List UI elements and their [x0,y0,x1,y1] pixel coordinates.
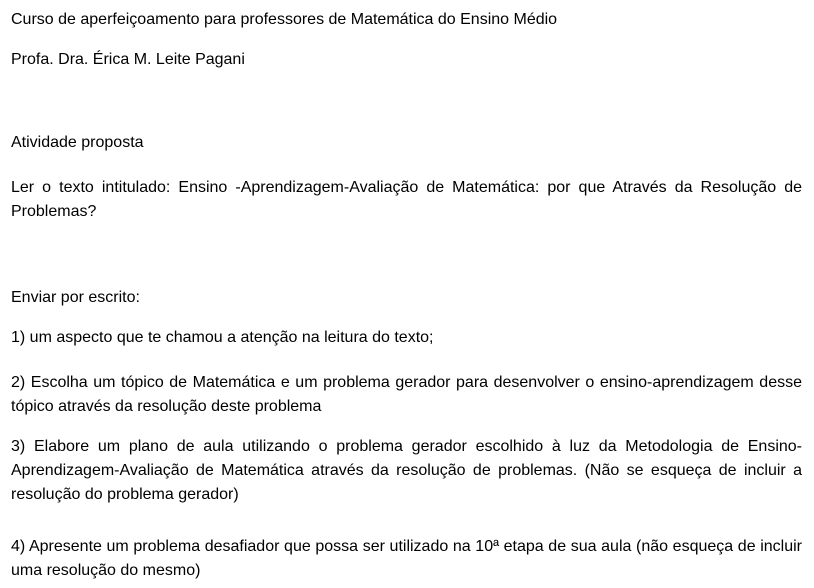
task-item-3: 3) Elabore um plano de aula utilizando o problema gerador escolhido à luz da Metodologia de Ensino-Aprendizagem-Avaliação de Matemática através da resolução de problemas. (Não se esqueça de incluir a resolução do problema gerador) [11,438,802,503]
course-title: Curso de aperfeiçoamento para professores de Matemática do Ensino Médio [11,11,558,28]
teacher-name: Profa. Dra. Érica M. Leite Pagani [11,51,245,68]
task-item-1: 1) um aspecto que te chamou a atenção na leitura do texto; [11,329,434,346]
activity-instruction: Ler o texto intitulado: Ensino -Aprendizagem-Avaliação de Matemática: por que Através da Resolução de Problemas? [11,179,802,220]
task-item-2: 2) Escolha um tópico de Matemática e um problema gerador para desenvolver o ensino-aprendizagem desse tópico através da resolução deste problema [11,374,802,415]
task-item-4: 4) Apresente um problema desafiador que possa ser utilizado na 10ª etapa de sua aula (não esqueça de incluir uma resolução do mesmo) [11,538,802,579]
activity-heading: Atividade proposta [11,134,144,151]
tasks-intro: Enviar por escrito: [11,289,140,306]
